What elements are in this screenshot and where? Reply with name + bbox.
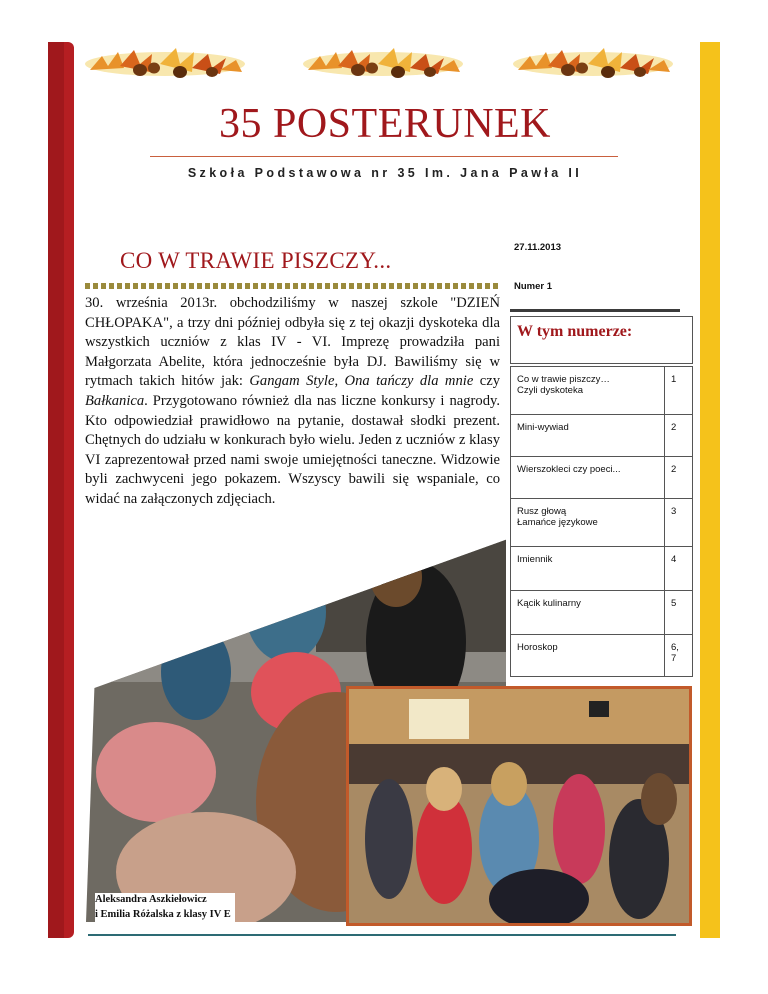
toc-header: W tym numerze: (510, 316, 693, 364)
disco-photo-2 (346, 686, 692, 926)
article-title: CO W TRAWIE PISZCZY... (120, 248, 392, 273)
author-line: i Emilia Różalska z klasy IV E (95, 908, 231, 920)
toc-entry-page: 1 (665, 367, 693, 415)
toc-entry-line: Czyli dyskoteka (517, 385, 583, 396)
issue-number: Numer 1 (514, 281, 553, 292)
article-text: 30. września 2013r. obchodziliśmy w naszej szkole "DZIEŃ CHŁOPAKA", a trzy dni później odbyła się z tej okazji dyskoteka dla wszystkich uczniów z klas IV - VI. Imprezę prowadziła pani Małgorzata Abelite, która jednocześnie była DJ. Bawiliśmy się w rytmach takich hitów jak: (85, 295, 500, 390)
article-author (95, 893, 235, 922)
autumn-leaves-icon (298, 40, 468, 86)
issue-date: 27.11.2013 (514, 242, 562, 253)
left-red-stripe-edge (64, 42, 74, 938)
toc-entry-line: Rusz głową (517, 506, 567, 517)
toc-entry-title: Imiennik (511, 547, 665, 591)
right-yellow-stripe (700, 42, 720, 938)
toc-entry-page: 5 (665, 591, 693, 635)
song-title: Gangam Style (249, 373, 335, 390)
toc-entry-line: Co w trawie piszczy… (517, 374, 610, 385)
toc-entry-page: 3 (665, 499, 693, 547)
autumn-leaves-icon (508, 40, 678, 86)
toc-entry-page: 4 (665, 547, 693, 591)
masthead-divider (150, 156, 618, 157)
toc-entry-title: Mini-wywiad (511, 415, 665, 457)
toc-entry-title: Kącik kulinarny (511, 591, 665, 635)
toc-row (511, 635, 693, 677)
school-name: Szkoła Podstawowa nr 35 Im. Jana Pawła II (187, 166, 583, 180)
article-body (85, 294, 500, 510)
toc-row (511, 591, 693, 635)
toc-entry-title (511, 499, 665, 547)
song-title: Bałkanica (85, 392, 145, 409)
song-title: Ona tańczy dla mnie (344, 373, 474, 390)
toc-row (511, 367, 693, 415)
table-of-contents (510, 366, 693, 677)
toc-entry-line: Łamańce językowe (517, 517, 598, 528)
toc-top-rule (510, 309, 680, 312)
toc-entry-page: 2 (665, 457, 693, 499)
toc-row (511, 457, 693, 499)
author-line: Aleksandra Aszkiełowicz (95, 894, 207, 905)
toc-row (511, 499, 693, 547)
toc-entry-title: Horoskop (511, 635, 665, 677)
toc-entry-title: Wierszokleci czy poeci... (511, 457, 665, 499)
page-bottom-rule (88, 934, 676, 936)
toc-row (511, 547, 693, 591)
article-divider (85, 283, 500, 289)
toc-entry-page: 6, 7 (665, 635, 693, 677)
newsletter-title: 35 POSTERUNEK (218, 101, 552, 147)
article-text: , (334, 373, 345, 390)
toc-entry-page: 2 (665, 415, 693, 457)
toc-entry-title (511, 367, 665, 415)
article-text: . Przygotowano również dla nas liczne konkursy i nagrody. Kto odpowiedział prawidłowo na pytanie, dostawał słodki prezent. Chętnych do udziału w konkurach było wielu. Jeden z uczniów z klasy VI zaprezentował przed nami swoje umiejętności taneczne. Widzowie byli zachwyceni jego pokazem. Wszyscy bawili się wspaniale, co widać na załączonych zdjęciach. (85, 392, 500, 507)
toc-row (511, 415, 693, 457)
article-text: czy (473, 373, 501, 390)
autumn-leaves-icon (80, 40, 250, 86)
